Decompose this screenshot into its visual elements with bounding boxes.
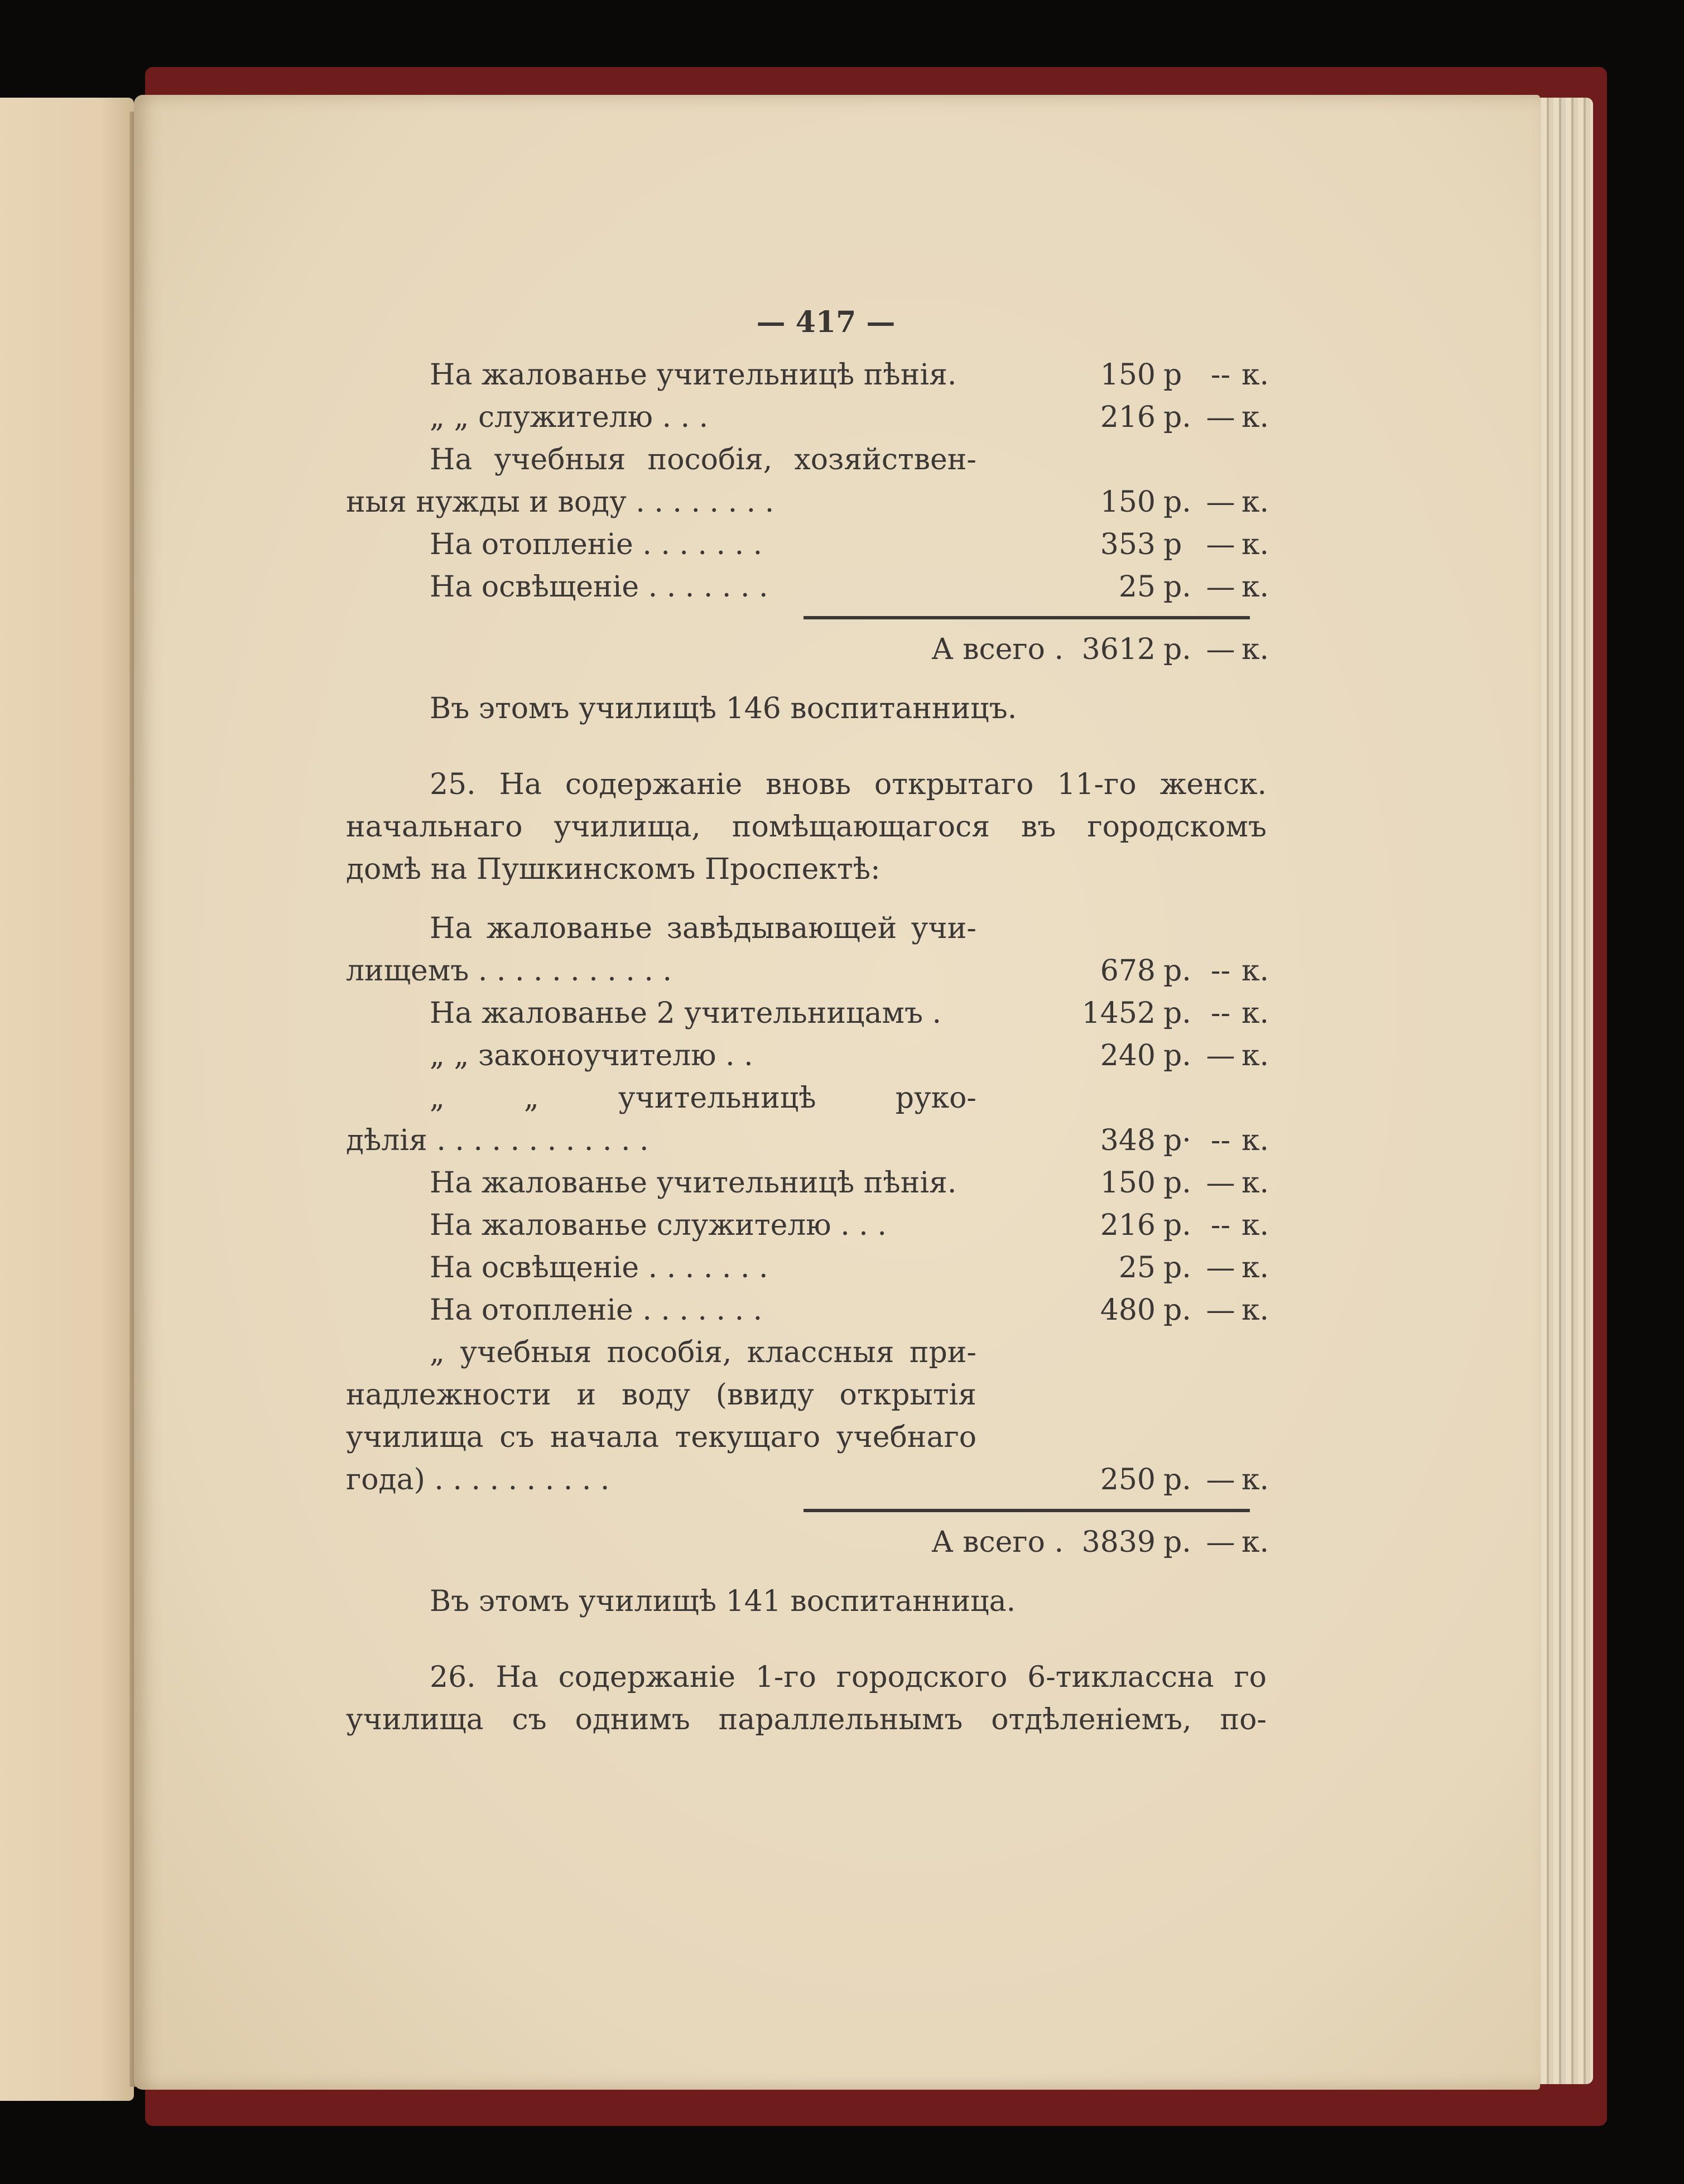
total-row: А всего . 3612 р. — к. [931, 633, 1269, 666]
ledger-row: На жалованье учительницѣ пѣнія. 150 р. — к. [430, 1166, 1269, 1200]
page-number: — 417 — [756, 305, 896, 339]
pupil-count: Въ этомъ училищѣ 141 воспитанница. [430, 1585, 1016, 1618]
sum-rule [803, 1509, 1250, 1512]
total-row: А всего . 3839 р. — к. [931, 1526, 1269, 1559]
page-text [346, 301, 1267, 1741]
ledger-row: На жалованье учительницѣ пѣнія. 150 р -- к. [430, 358, 1269, 392]
pupil-count: Въ этомъ училищѣ 146 воспитанницъ. [430, 692, 1017, 725]
ledger-row: дѣлія . . . . . . . . . . . . 348 р· -- к. [346, 1124, 1269, 1157]
ledger-row: года) . . . . . . . . . . 250 р. — к. [346, 1463, 1269, 1497]
ledger-wrap-line: надлежности и воду (ввиду открытія [346, 1378, 976, 1412]
paragraph-line: начальнаго училища, помѣщающагося въ городскомъ [346, 810, 1267, 844]
ledger-wrap-line: На учебныя пособія, хозяйствен- [430, 443, 976, 477]
ledger-wrap-line: училища съ начала текущаго учебнаго [346, 1421, 976, 1454]
paragraph-line: домѣ на Пушкинскомъ Проспектѣ: [346, 853, 881, 886]
sum-rule [803, 616, 1250, 619]
ledger-wrap-line: „ учебныя пособія, классныя при- [430, 1336, 976, 1369]
paragraph-line: училища съ однимъ параллельнымъ отдѣленіемъ, по- [346, 1703, 1267, 1736]
ledger-row: На освѣщеніе . . . . . . . 25 р. — к. [430, 570, 1269, 604]
ledger-row: лищемъ . . . . . . . . . . . 678 р. -- к. [346, 954, 1269, 988]
ledger-row: На жалованье 2 учительницамъ . 1452 р. -- к. [430, 997, 1269, 1030]
ledger-row: ныя нужды и воду . . . . . . . . 150 р. — к. [346, 485, 1269, 519]
ledger-row: На отопленіе . . . . . . . 480 р. — к. [430, 1293, 1269, 1327]
paragraph-line: 25. На содержаніе вновь открытаго 11-го женск. [430, 768, 1267, 801]
left-page-edge [0, 98, 134, 2101]
ledger-row: На жалованье служителю . . . 216 р. -- к. [430, 1209, 1269, 1242]
ledger-wrap-line: На жалованье завѣдывающей учи- [430, 912, 976, 945]
paragraph-line: 26. На содержаніе 1-го городского 6-тиклассна го [430, 1661, 1267, 1694]
ledger-row: На освѣщеніе . . . . . . . 25 р. — к. [430, 1251, 1269, 1285]
ledger-row: На отопленіе . . . . . . . 353 р — к. [430, 528, 1269, 561]
ledger-wrap-line: „ „ учительницѣ руко- [430, 1081, 976, 1115]
ledger-row: „ „ законоучителю . . 240 р. — к. [430, 1039, 1269, 1072]
ledger-row: „ „ служителю . . . 216 р. — к. [430, 401, 1269, 434]
